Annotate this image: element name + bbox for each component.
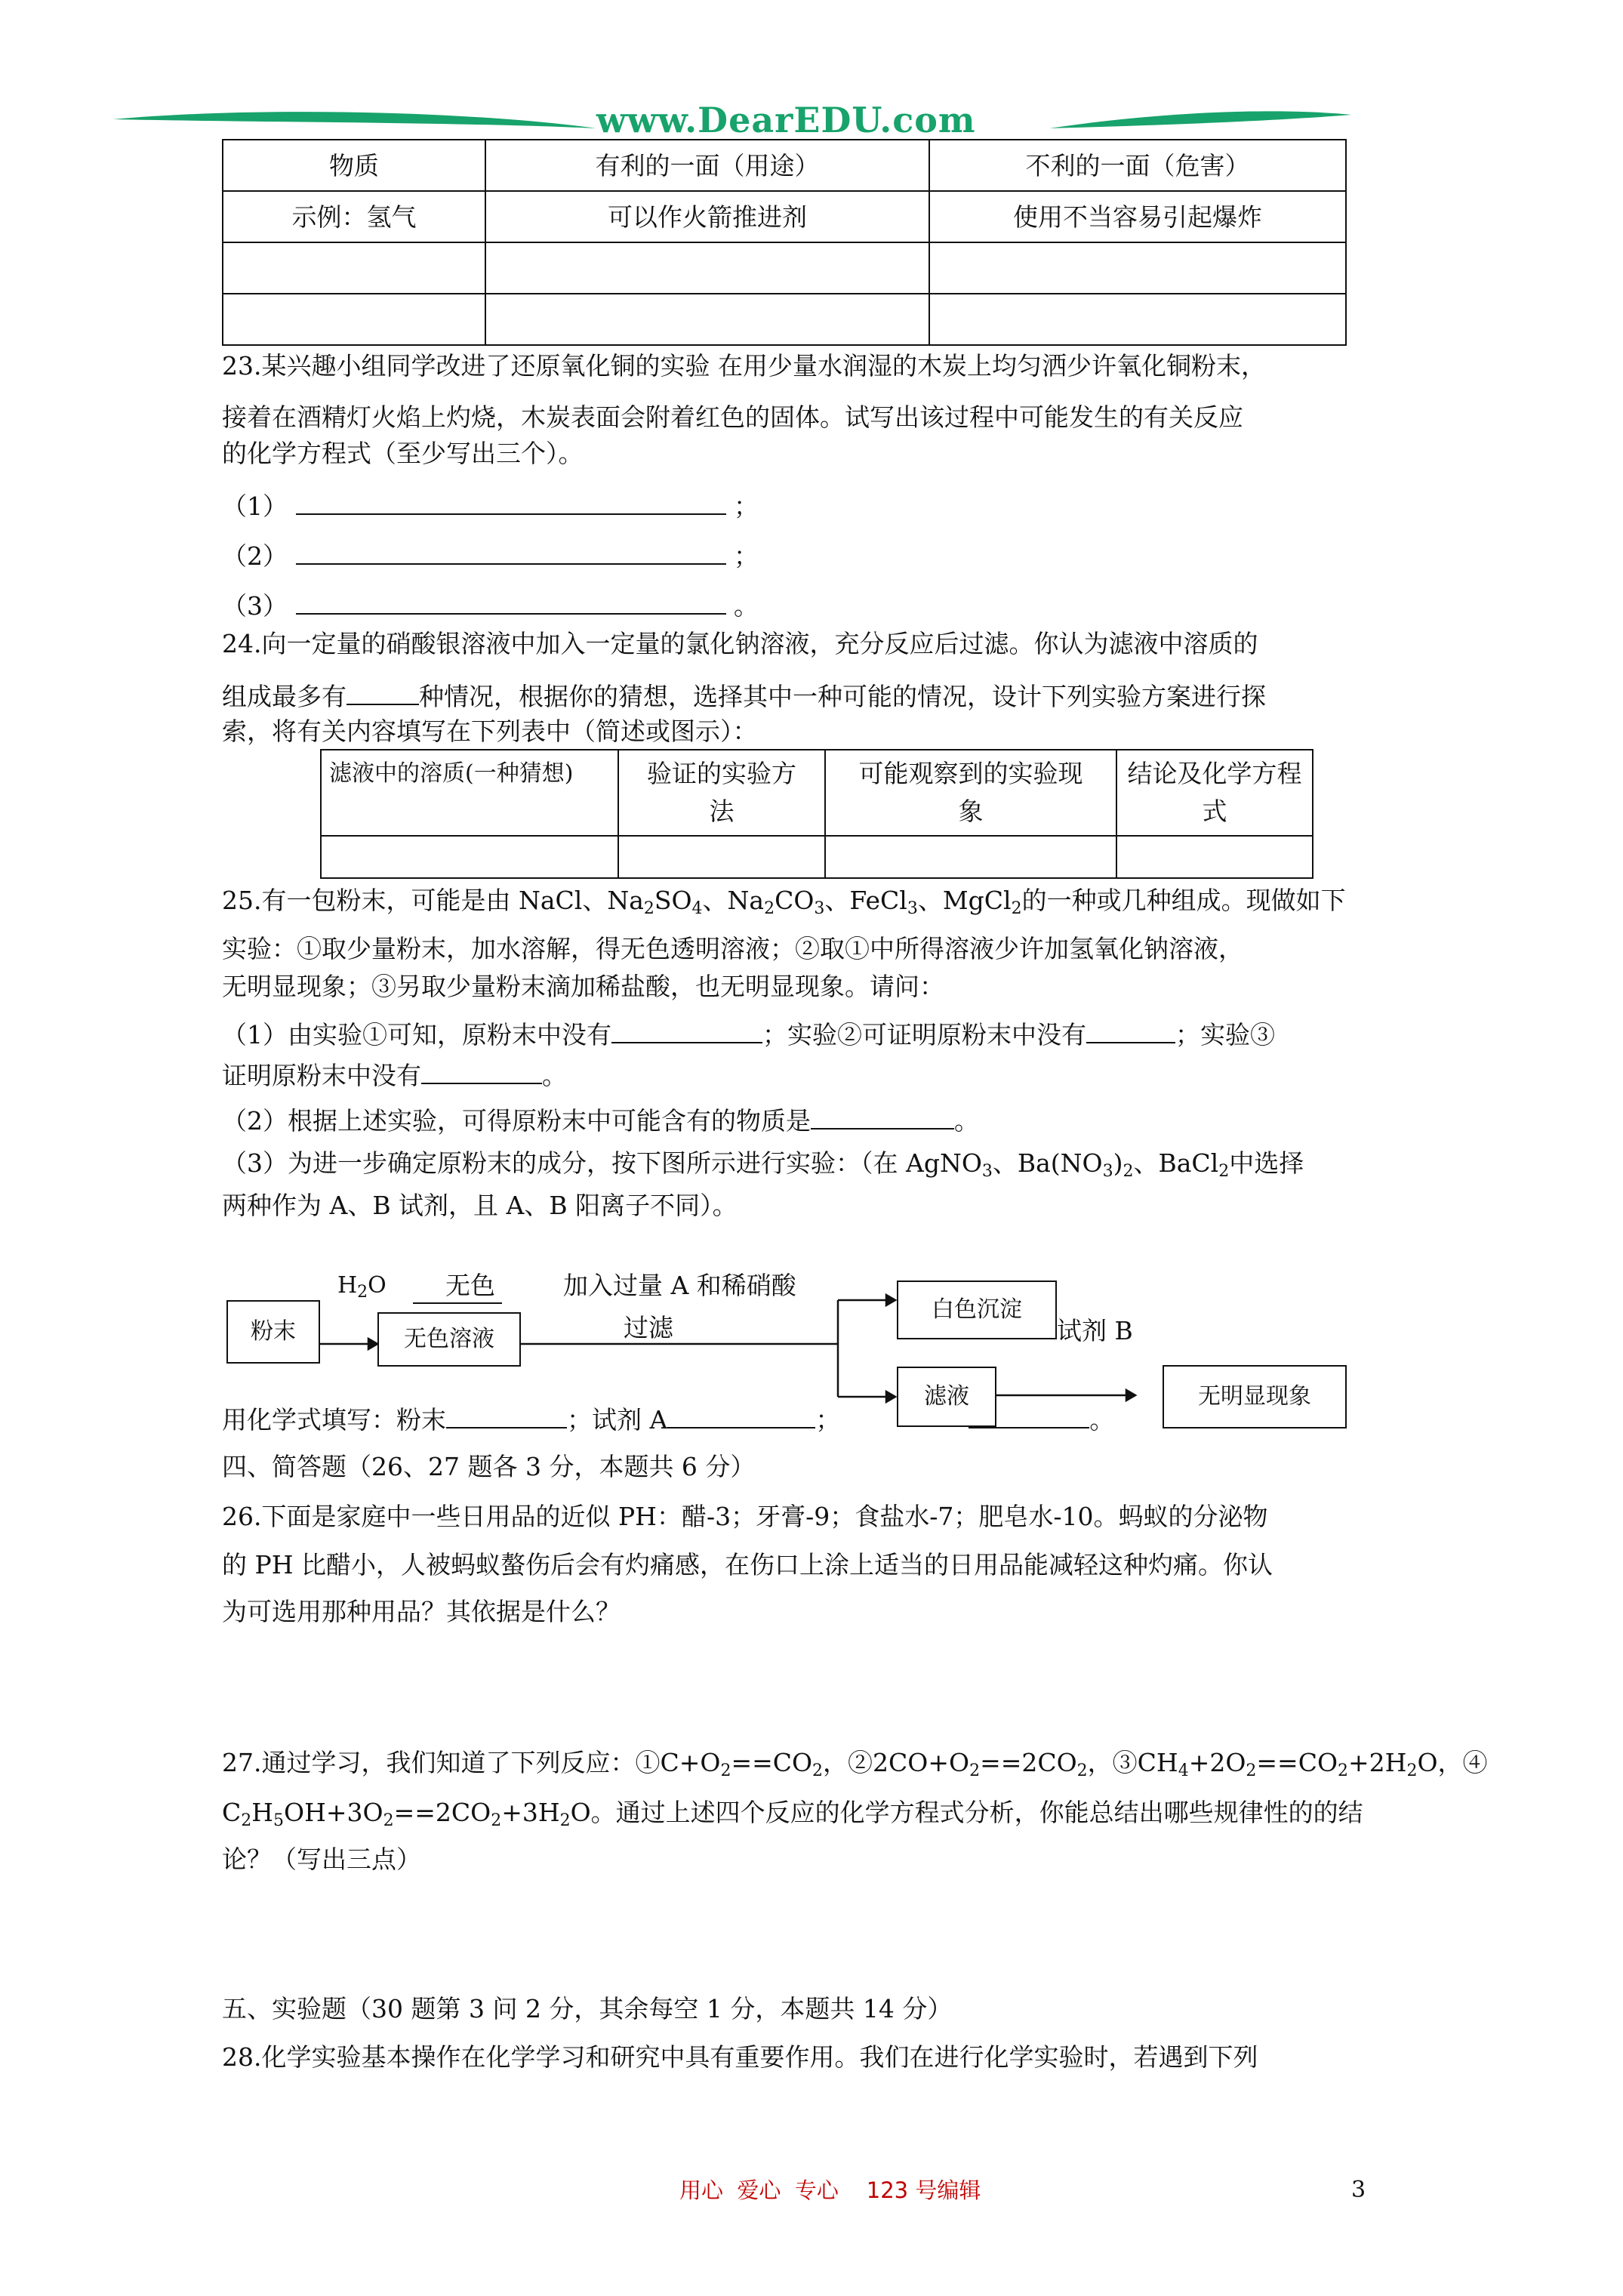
section-4-title: 四、简答题（26、27 题各 3 分，本题共 6 分） xyxy=(222,1452,756,1481)
table-header: 有利的一面（用途） xyxy=(485,140,929,191)
q27-line-1 xyxy=(222,1748,1488,1780)
subscript: 2 xyxy=(491,1811,502,1830)
subscript: 2 xyxy=(559,1811,571,1830)
q25-formula-fill xyxy=(222,1404,1115,1435)
q23-line-1: 23.某兴趣小组同学改进了还原氧化铜的实验 在用少量水润湿的木炭上均匀洒少许氧化铜粉末， xyxy=(222,351,1266,381)
white-precipitate-box: 白色沉淀 xyxy=(897,1281,1057,1339)
subscript: 3 xyxy=(907,899,918,918)
q25-part-3-cont: 两种作为 A、B 试剂，且 A、B 阳离子不同）。 xyxy=(222,1191,738,1220)
q25-line-2: 实验：①取少量粉末，加水溶解，得无色透明溶液；②取①中所得溶液少许加氢氧化钠溶液， xyxy=(222,934,1243,963)
subscript: 2 xyxy=(1218,1162,1230,1181)
text: C xyxy=(222,1798,242,1827)
text: 中选择 xyxy=(1229,1148,1304,1178)
add-reagent-a-label: 加入过量 A 和稀硝酸 xyxy=(563,1271,796,1300)
colorless-label: 无色 xyxy=(445,1271,495,1300)
punct: 。 xyxy=(734,591,759,621)
text: ；实验③ xyxy=(1175,1020,1275,1049)
text: O。通过上述四个反应的化学方程式分析，你能总结出哪些规律性的的结 xyxy=(570,1798,1363,1827)
text: ==CO xyxy=(1256,1748,1338,1777)
q26-line-3: 为可选用那种用品？其依据是什么？ xyxy=(222,1597,621,1626)
q24-line-3: 索，将有关内容填写在下列表中（简述或图示）： xyxy=(222,717,758,746)
subscript: 2 xyxy=(1406,1761,1418,1780)
header-watermark: www.DearEDU.com xyxy=(596,100,976,140)
footer-caption: 用心 爱心 专心 123 号编辑 xyxy=(679,2177,981,2203)
text: ) xyxy=(1113,1148,1123,1178)
q23-blank-label: （1） xyxy=(222,492,288,521)
text: 。 xyxy=(954,1106,979,1136)
text: ==CO xyxy=(731,1748,813,1777)
table-header: 不利的一面（危害） xyxy=(929,140,1346,191)
subscript: 2 xyxy=(764,899,775,918)
subscript: 2 xyxy=(241,1811,252,1830)
answer-blank[interactable] xyxy=(446,1404,567,1428)
text: 种情况，根据你的猜想，选择其中一种可能的情况，设计下列实验方案进行探 xyxy=(419,682,1266,711)
table-cell: 可以作火箭推进剂 xyxy=(485,191,929,242)
q23-blank-label: （2） xyxy=(222,541,288,571)
text: ；实验②可证明原粉末中没有 xyxy=(762,1020,1086,1049)
header-text: 式 xyxy=(1202,797,1227,826)
text: ，③CH xyxy=(1087,1748,1178,1777)
text: O xyxy=(368,1272,387,1299)
text: 25.有一包粉末，可能是由 NaCl、Na xyxy=(222,886,644,915)
subscript: 2 xyxy=(1076,1761,1088,1780)
text: ==2CO xyxy=(980,1748,1077,1777)
subscript: 4 xyxy=(1178,1761,1189,1780)
text: 、FeCl xyxy=(824,886,907,915)
filter-label: 过滤 xyxy=(624,1313,673,1342)
text: CO xyxy=(775,886,815,915)
h2o-label xyxy=(337,1272,387,1302)
text: +2O xyxy=(1188,1748,1246,1777)
header-text: 验证的实验方 xyxy=(647,759,796,788)
text: （3）为进一步确定原粉末的成分，按下图所示进行实验：（在 AgNO xyxy=(222,1148,982,1178)
text: ==2CO xyxy=(393,1798,491,1827)
subscript: 2 xyxy=(357,1283,368,1302)
text: 。 xyxy=(542,1061,567,1090)
q27-line-2 xyxy=(222,1798,1363,1830)
q27-line-3: 论？（写出三点） xyxy=(222,1845,421,1874)
colorless-solution-box: 无色溶液 xyxy=(377,1312,521,1367)
table-cell: 示例：氢气 xyxy=(223,191,485,242)
powder-box: 粉末 xyxy=(226,1300,320,1364)
text: （1）由实验①可知，原粉末中没有 xyxy=(222,1020,611,1049)
reagent-b-label: 试剂 B xyxy=(1057,1316,1133,1345)
table-cell: 使用不当容易引起爆炸 xyxy=(929,191,1346,242)
punct: ； xyxy=(734,541,759,571)
q26-line-1: 26.下面是家庭中一些日用品的近似 PH：醋-3；牙膏-9；食盐水-7；肥皂水-10。蚂蚁的分泌物 xyxy=(222,1502,1268,1531)
punct: ； xyxy=(734,492,759,521)
text: 27.通过学习，我们知道了下列反应：①C+O xyxy=(222,1748,721,1777)
text: 、MgCl xyxy=(917,886,1012,915)
text: SO xyxy=(654,886,692,915)
header-text: 法 xyxy=(709,797,735,826)
text: 、BaCl xyxy=(1133,1148,1219,1178)
subscript: 2 xyxy=(643,899,654,918)
subscript: 2 xyxy=(1246,1761,1257,1780)
text: ，②2CO+O xyxy=(823,1748,970,1777)
text: 。 xyxy=(1089,1405,1115,1435)
text: 的一种或几种组成。现做如下 xyxy=(1021,886,1346,915)
page-number: 3 xyxy=(1351,2177,1366,2203)
text: 证明原粉末中没有 xyxy=(222,1061,421,1090)
text: O，④ xyxy=(1417,1748,1488,1777)
text: 用化学式填写：粉末 xyxy=(222,1405,446,1435)
q26-line-2: 的 PH 比醋小，人被蚂蚁螯伤后会有灼痛感，在伤口上涂上适当的日用品能减轻这种灼痛。你认 xyxy=(222,1550,1273,1579)
text: 、Ba(NO xyxy=(992,1148,1103,1178)
subscript: 5 xyxy=(273,1811,285,1830)
text: ； xyxy=(815,1405,841,1435)
table-header: 物质 xyxy=(223,140,485,191)
q24-line-1: 24.向一定量的硝酸银溶液中加入一定量的氯化钠溶液，充分反应后过滤。你认为滤液中溶质的 xyxy=(222,629,1258,658)
q23-line-3: 的化学方程式（至少写出三个）。 xyxy=(222,439,584,468)
section-5-title: 五、实验题（30 题第 3 问 2 分，其余每空 1 分，本题共 14 分） xyxy=(222,1994,953,2023)
header-text: 结论及化学方程 xyxy=(1127,759,1302,788)
text: H xyxy=(337,1272,358,1299)
subscript: 2 xyxy=(383,1811,394,1830)
subscript: 4 xyxy=(691,899,703,918)
header-text: 滤液中的溶质(一种猜想) xyxy=(329,760,574,787)
text: ；试剂 A xyxy=(567,1405,668,1435)
text: OH+3O xyxy=(284,1798,383,1827)
subscript: 2 xyxy=(969,1761,981,1780)
text: 、Na xyxy=(702,886,765,915)
text: 组成最多有 xyxy=(222,682,346,711)
answer-blank[interactable] xyxy=(969,1404,1089,1428)
subscript: 2 xyxy=(1338,1761,1349,1780)
text: +3H xyxy=(501,1798,560,1827)
q23-blank-label: （3） xyxy=(222,591,288,621)
subscript: 3 xyxy=(981,1162,993,1181)
q23-line-2: 接着在酒精灯火焰上灼烧，木炭表面会附着红色的固体。试写出该过程中可能发生的有关反应 xyxy=(222,402,1243,432)
text: （2）根据上述实验，可得原粉末中可能含有的物质是 xyxy=(222,1106,811,1136)
subscript: 2 xyxy=(720,1761,731,1780)
filtrate-box: 滤液 xyxy=(897,1367,996,1427)
subscript: 3 xyxy=(1102,1162,1113,1181)
text: +2H xyxy=(1348,1748,1407,1777)
no-change-box: 无明显现象 xyxy=(1163,1365,1347,1428)
subscript: 2 xyxy=(1011,899,1022,918)
header-text: 象 xyxy=(958,797,984,826)
header-text: 可能观察到的实验现 xyxy=(858,759,1083,788)
subscript: 3 xyxy=(814,899,825,918)
answer-blank[interactable] xyxy=(667,1404,815,1428)
subscript: 2 xyxy=(1123,1162,1134,1181)
q28-line-1: 28.化学实验基本操作在化学学习和研究中具有重要作用。我们在进行化学实验时，若遇到下列 xyxy=(222,2042,1258,2072)
q25-line-3: 无明显现象；③另取少量粉末滴加稀盐酸，也无明显现象。请问： xyxy=(222,972,944,1001)
subscript: 2 xyxy=(812,1761,824,1780)
text: H xyxy=(251,1798,274,1827)
